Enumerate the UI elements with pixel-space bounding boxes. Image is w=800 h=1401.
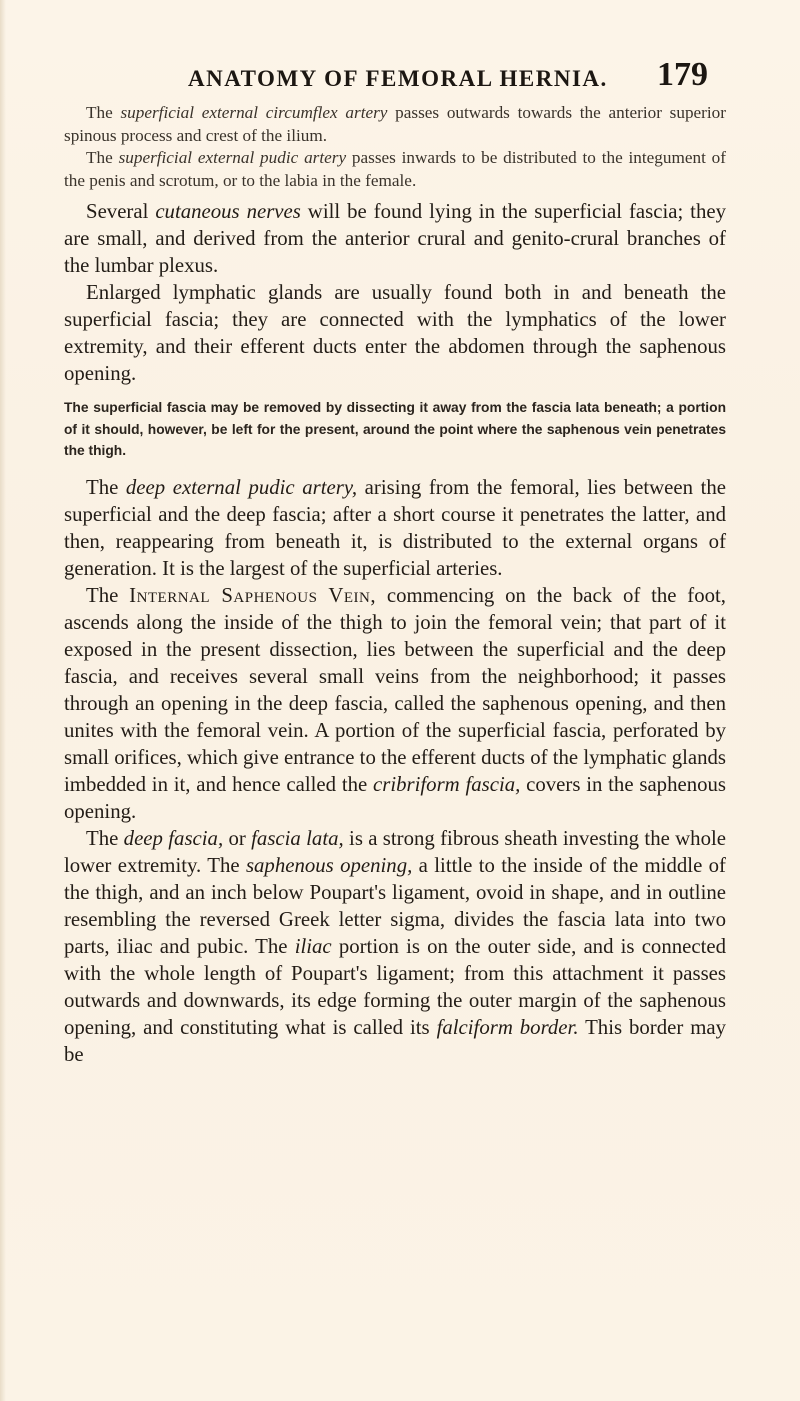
- text-run: The: [86, 475, 126, 499]
- text-run: passes inwards to be distributed to the integument of the penis and scrotum, or to the labia in the female.: [64, 148, 726, 190]
- text-run: passes outwards towards the anterior superior spinous process and crest of the ilium.: [64, 103, 726, 145]
- text-run: Several: [86, 200, 156, 224]
- term-small-caps: Internal Saphenous Vein,: [129, 583, 377, 607]
- term-emphasis: iliac: [294, 934, 332, 958]
- paragraph-pudic-artery: [64, 147, 726, 192]
- page-gutter-shadow: [0, 0, 6, 1401]
- term-emphasis: superficial external circumflex artery: [120, 103, 388, 122]
- paragraph-deep-pudic-artery: [64, 474, 726, 582]
- paragraph-deep-fascia: [64, 825, 726, 1068]
- paragraph-circumflex-artery: [64, 102, 726, 147]
- text-run: covers in the saphenous opening.: [64, 772, 726, 823]
- term-emphasis: cribriform fascia,: [373, 772, 521, 796]
- page-header: [148, 56, 708, 100]
- text-run: portion is on the outer side, and is connected with the whole length of Poupart's ligament; from this attachment it passes outwards and downwards, its edge forming the outer margin of the saphenous opening, and constituting what is called its: [64, 934, 726, 1039]
- text-run: The: [86, 103, 121, 122]
- spacer: [64, 387, 726, 397]
- term-emphasis: deep external pudic artery,: [125, 475, 358, 499]
- text-run: The: [86, 148, 119, 168]
- text-run: commencing on the back of the foot, ascends along the inside of the thigh to join the femoral vein; that part of it exposed in the present dissection, lies between the superficial and the deep fascia, and receives several small veins from the neighborhood; it passes through an opening in the deep fascia, called the saphenous opening, and then unites with the femoral vein. A portion of the superficial fascia, perforated by small orifices, which give entrance to the efferent ducts of the lymphatic glands imbedded in it, and hence called the: [64, 583, 727, 796]
- term-emphasis: superficial external pudic artery: [118, 148, 347, 168]
- text-run: The: [86, 583, 130, 607]
- text-run: a little to the inside of the middle of the thigh, and an inch below Poupart's ligament, ovoid in shape, and in outline resembling the reversed Greek letter sigma, divides the fascia lata into two parts, iliac and pubic. The: [64, 853, 726, 958]
- term-emphasis: deep fascia,: [123, 826, 224, 850]
- term-emphasis: saphenous opening,: [245, 853, 413, 877]
- spacer: [64, 462, 726, 474]
- text-run: is a strong fibrous sheath investing the whole lower extremity. The: [64, 826, 726, 877]
- text-run: arising from the femoral, lies between the superficial and the deep fascia; after a short course it penetrates the latter, and then, reappearing from beneath it, is distributed to the external organs of generation. It is the largest of the superficial arteries.: [64, 475, 726, 580]
- term-emphasis: fascia lata,: [251, 826, 344, 850]
- paragraph-saphenous-vein: [64, 582, 726, 825]
- text-run: This border may be: [64, 1015, 727, 1066]
- term-emphasis: cutaneous nerves: [155, 200, 301, 224]
- paragraph-lymphatic-glands: Enlarged lymphatic glands are usually found both in and beneath the superficial fascia; they are connected with the lymphatics of the lower extremity, and their efferent ducts enter the abdomen through the saphenous opening.: [64, 281, 726, 386]
- text-run: will be found lying in the superficial fascia; they are small, and derived from the anterior crural and genito-crural branches of the lumbar plexus.: [64, 200, 726, 278]
- dissection-note: The superficial fascia may be removed by dissecting it away from the fascia lata beneath; a portion of it should, however, be left for the present, around the point where the saphenous vein penetrates the thigh.: [64, 400, 726, 459]
- paragraph-cutaneous-nerves: [64, 198, 726, 279]
- term-emphasis: falciform border.: [436, 1015, 579, 1039]
- page-number: 179: [657, 56, 708, 93]
- page-body: [64, 102, 726, 1068]
- text-run: The: [86, 826, 124, 850]
- text-run: or: [223, 826, 252, 850]
- running-title: ANATOMY OF FEMORAL HERNIA.: [188, 66, 608, 91]
